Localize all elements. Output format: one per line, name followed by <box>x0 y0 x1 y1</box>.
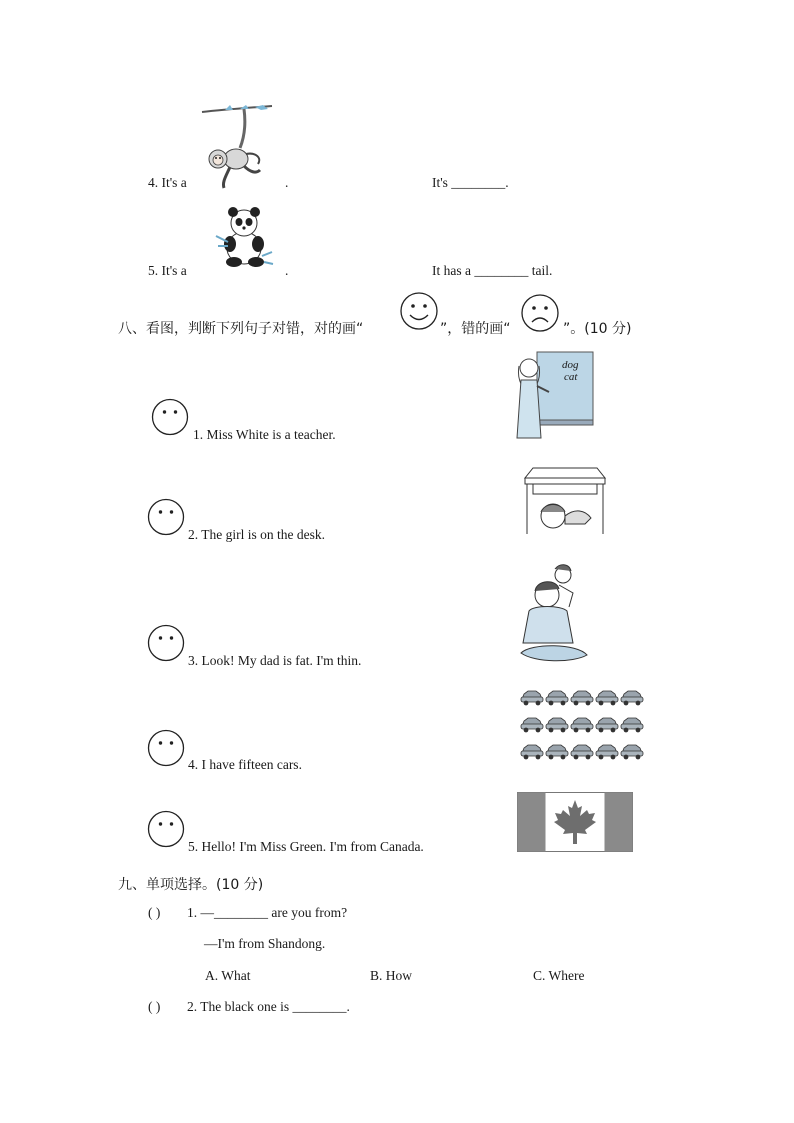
q5-left-end: . <box>285 263 289 278</box>
q2-answer-paren[interactable]: ( ) <box>148 999 161 1014</box>
girl-under-desk-illustration <box>519 464 611 536</box>
board-word-cat: cat <box>564 371 578 383</box>
cars-grid-illustration <box>519 688 647 764</box>
answer-face-4-icon[interactable] <box>147 729 185 767</box>
section8-heading-part3: ”。(10 分) <box>563 321 632 337</box>
q4-left-end: . <box>285 175 289 190</box>
canada-flag-illustration <box>517 792 633 852</box>
answer-face-5-icon[interactable] <box>147 810 185 848</box>
board-word-dog: dog <box>562 359 579 371</box>
q1-dialogue-answer: —I'm from Shandong. <box>204 936 326 951</box>
item-5-sentence: 5. Hello! I'm Miss Green. I'm from Canada. <box>188 839 424 854</box>
item-4-sentence: 4. I have fifteen cars. <box>188 757 302 772</box>
section8-heading-part2: ”，错的画“ <box>440 321 511 337</box>
teacher-blackboard-illustration <box>515 350 595 440</box>
q1-option-b[interactable]: B. How <box>370 968 413 983</box>
sad-face-icon <box>520 293 560 333</box>
q1-option-c[interactable]: C. Where <box>533 968 585 983</box>
dad-and-child-illustration <box>519 563 591 667</box>
smiley-face-icon <box>399 291 439 331</box>
q5-right-text[interactable]: It has a ________ tail. <box>432 263 553 278</box>
q1-answer-paren[interactable]: ( ) <box>148 905 161 920</box>
item-3-sentence: 3. Look! My dad is fat. I'm thin. <box>188 653 362 668</box>
q2-stem: 2. The black one is ________. <box>187 999 350 1014</box>
item-1-sentence: 1. Miss White is a teacher. <box>193 427 336 442</box>
q5-left-text: 5. It's a <box>148 263 187 278</box>
q4-right-text[interactable]: It's ________. <box>432 175 509 190</box>
q1-option-a[interactable]: A. What <box>205 968 251 983</box>
section8-heading-part1: 八、看图，判断下列句子对错，对的画“ <box>118 321 364 337</box>
section9-heading: 九、单项选择。(10 分) <box>118 877 264 893</box>
q1-stem: 1. —________ are you from? <box>187 905 348 920</box>
panda-illustration <box>214 206 274 268</box>
monkey-illustration <box>200 104 275 190</box>
answer-face-3-icon[interactable] <box>147 624 185 662</box>
answer-face-2-icon[interactable] <box>147 498 185 536</box>
item-2-sentence: 2. The girl is on the desk. <box>188 527 325 542</box>
answer-face-1-icon[interactable] <box>151 398 189 436</box>
q4-left-text: 4. It's a <box>148 175 187 190</box>
